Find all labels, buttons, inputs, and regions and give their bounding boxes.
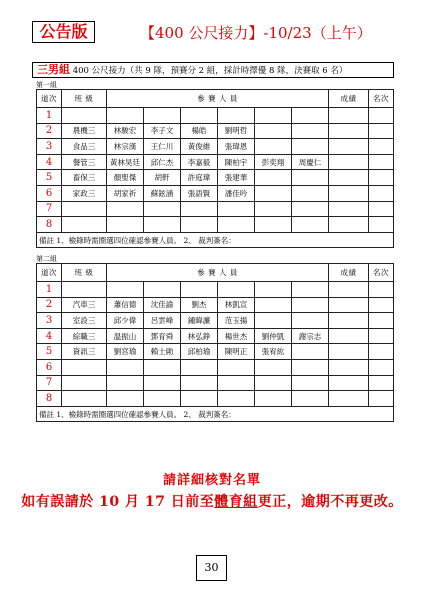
- rank-cell: [369, 375, 394, 391]
- athlete-name: 邱仁杰: [144, 154, 181, 170]
- correction-office: 體育組: [214, 494, 258, 510]
- rank-cell: [369, 297, 394, 313]
- athlete-name: 黃林昊廷: [107, 154, 144, 170]
- athlete-name: [107, 359, 144, 375]
- class-name: [62, 217, 107, 233]
- rank-cell: [369, 359, 394, 375]
- athlete-name: [255, 217, 292, 233]
- col-rank: 名次: [369, 264, 394, 282]
- athlete-name: 彭奕翔: [255, 154, 292, 170]
- announcement-badge: 公告版: [32, 21, 95, 43]
- event-details: 400 公尺接力（共 9 隊，預賽分 2 組，採計時擇優 8 隊，決賽取 6 名）: [72, 66, 348, 76]
- athlete-name: 楊世杰: [218, 328, 255, 344]
- athlete-name: 林駿宏: [107, 123, 144, 139]
- event-group: 三男組: [37, 63, 70, 76]
- athlete-name: 林弘錚: [181, 328, 218, 344]
- rank-cell: [369, 170, 394, 186]
- athlete-name: 林宗漢: [107, 139, 144, 155]
- athlete-name: [292, 391, 329, 407]
- lane-number: 2: [37, 123, 62, 139]
- lane-number: 3: [37, 139, 62, 155]
- class-name: 資訊三: [62, 344, 107, 360]
- athlete-name: 黃俊維: [181, 139, 218, 155]
- table-row: [37, 344, 394, 360]
- athlete-name: 賴士勛: [144, 344, 181, 360]
- athlete-name: 蕭信德: [107, 297, 144, 313]
- athlete-name: 李嘉毅: [181, 154, 218, 170]
- athlete-name: [144, 359, 181, 375]
- athlete-name: [292, 108, 329, 124]
- correction-prefix: 如有誤請於 10 月 17 日前至: [21, 494, 215, 510]
- class-name: [62, 201, 107, 217]
- athlete-name: 顏聖傑: [107, 170, 144, 186]
- athlete-name: [255, 139, 292, 155]
- lane-number: 8: [37, 217, 62, 233]
- rank-cell: [369, 139, 394, 155]
- correction-notice: [0, 491, 424, 511]
- rank-cell: [369, 313, 394, 329]
- result-cell: [329, 123, 369, 139]
- note-row: [37, 406, 394, 422]
- athlete-name: 王仁川: [144, 139, 181, 155]
- lane-number: 6: [37, 185, 62, 201]
- class-name: 畜保三: [62, 170, 107, 186]
- result-cell: [329, 170, 369, 186]
- result-cell: [329, 328, 369, 344]
- col-lane: 道次: [37, 264, 62, 282]
- class-name: 食品三: [62, 139, 107, 155]
- athlete-name: [107, 391, 144, 407]
- lane-number: 6: [37, 359, 62, 375]
- athlete-name: 張宥紘: [255, 344, 292, 360]
- athlete-name: [255, 391, 292, 407]
- athlete-name: [218, 375, 255, 391]
- result-cell: [329, 108, 369, 124]
- table-row: [37, 108, 394, 124]
- table-row: [37, 185, 394, 201]
- table-header-row: [37, 264, 394, 282]
- table-row: [37, 375, 394, 391]
- lane-number: 5: [37, 170, 62, 186]
- table-row: [37, 154, 394, 170]
- col-lane: 道次: [37, 90, 62, 108]
- athlete-name: 林凱宣: [218, 297, 255, 313]
- athlete-name: 范玉揚: [218, 313, 255, 329]
- athlete-name: [292, 123, 329, 139]
- athlete-name: [218, 201, 255, 217]
- class-name: 室設三: [62, 313, 107, 329]
- class-name: 綜職三: [62, 328, 107, 344]
- lane-number: 8: [37, 391, 62, 407]
- athlete-name: [255, 313, 292, 329]
- rank-cell: [369, 217, 394, 233]
- athlete-name: [181, 391, 218, 407]
- athlete-name: 劉宮瑜: [107, 344, 144, 360]
- athlete-name: 邱少偉: [107, 313, 144, 329]
- athlete-name: [292, 344, 329, 360]
- event-description: [32, 62, 394, 78]
- table-row: [37, 297, 394, 313]
- athlete-name: [107, 201, 144, 217]
- athlete-name: 陳柏宇: [218, 154, 255, 170]
- athlete-name: [292, 359, 329, 375]
- athlete-name: [144, 217, 181, 233]
- result-cell: [329, 297, 369, 313]
- athlete-name: [218, 217, 255, 233]
- table-row: [37, 201, 394, 217]
- lane-number: 7: [37, 375, 62, 391]
- rank-cell: [369, 328, 394, 344]
- athlete-name: [255, 297, 292, 313]
- athlete-name: [255, 282, 292, 298]
- athlete-name: 鍾暐濂: [181, 313, 218, 329]
- athlete-name: 胡軒: [144, 170, 181, 186]
- table-row: [37, 282, 394, 298]
- class-name: 家政三: [62, 185, 107, 201]
- athlete-name: 蘇鉉涵: [144, 185, 181, 201]
- result-cell: [329, 185, 369, 201]
- athlete-name: [144, 108, 181, 124]
- athlete-name: [107, 282, 144, 298]
- athlete-name: [181, 108, 218, 124]
- athlete-name: [218, 282, 255, 298]
- athlete-name: 張建華: [218, 170, 255, 186]
- correction-suffix: 更正，逾期不再更改。: [257, 494, 403, 510]
- heat-2-label: 第二組: [36, 255, 57, 263]
- athlete-name: [292, 185, 329, 201]
- athlete-name: [107, 217, 144, 233]
- athlete-name: [144, 391, 181, 407]
- lane-number: 3: [37, 313, 62, 329]
- lane-number: 5: [37, 344, 62, 360]
- athlete-name: 李子文: [144, 123, 181, 139]
- table-row: [37, 217, 394, 233]
- athlete-name: [181, 359, 218, 375]
- col-class: 班 級: [62, 90, 107, 108]
- lane-number: 1: [37, 282, 62, 298]
- athlete-name: 沈佳諭: [144, 297, 181, 313]
- rank-cell: [369, 154, 394, 170]
- rank-cell: [369, 185, 394, 201]
- col-result: 成績: [329, 264, 369, 282]
- athlete-name: 鄧育舜: [144, 328, 181, 344]
- athlete-name: 劉明哲: [218, 123, 255, 139]
- athlete-name: [292, 297, 329, 313]
- athlete-name: [292, 313, 329, 329]
- result-cell: [329, 359, 369, 375]
- table-row: [37, 170, 394, 186]
- result-cell: [329, 154, 369, 170]
- athlete-name: [107, 375, 144, 391]
- athlete-name: [292, 375, 329, 391]
- lane-number: 2: [37, 297, 62, 313]
- athlete-name: [107, 108, 144, 124]
- class-name: [62, 391, 107, 407]
- rank-cell: [369, 201, 394, 217]
- col-athletes: 參 賽 人 員: [107, 90, 329, 108]
- athlete-name: [181, 201, 218, 217]
- verify-notice: 請詳細核對名單: [162, 473, 261, 488]
- heat-1-label: 第一組: [36, 81, 57, 89]
- table-row: [37, 328, 394, 344]
- result-cell: [329, 217, 369, 233]
- athlete-name: [218, 108, 255, 124]
- athlete-name: 邱柏瑜: [181, 344, 218, 360]
- athlete-name: [292, 201, 329, 217]
- class-name: [62, 282, 107, 298]
- lane-number: 7: [37, 201, 62, 217]
- result-cell: [329, 313, 369, 329]
- class-name: 餐管三: [62, 154, 107, 170]
- athlete-name: 張語賢: [181, 185, 218, 201]
- athlete-name: 胡家祈: [107, 185, 144, 201]
- heat-note: 備註 1、檢錄時需圈選四位確認參賽人員。 2、 裁判簽名：: [37, 232, 394, 248]
- athlete-name: [218, 359, 255, 375]
- class-name: [62, 108, 107, 124]
- result-cell: [329, 282, 369, 298]
- col-athletes: 參 賽 人 員: [107, 264, 329, 282]
- lane-number: 4: [37, 328, 62, 344]
- page-number: 30: [196, 555, 227, 581]
- athlete-name: [255, 108, 292, 124]
- rank-cell: [369, 108, 394, 124]
- athlete-name: 張瑋恩: [218, 139, 255, 155]
- result-cell: [329, 391, 369, 407]
- heat-2-table: [36, 263, 394, 422]
- athlete-name: [181, 282, 218, 298]
- result-cell: [329, 201, 369, 217]
- athlete-name: [218, 391, 255, 407]
- table-row: [37, 139, 394, 155]
- page-title: 【400 公尺接力】-10/23（上午）: [140, 24, 372, 42]
- rank-cell: [369, 344, 394, 360]
- table-row: [37, 359, 394, 375]
- col-rank: 名次: [369, 90, 394, 108]
- athlete-name: [255, 170, 292, 186]
- col-class: 班 級: [62, 264, 107, 282]
- rank-cell: [369, 123, 394, 139]
- athlete-name: 陳明正: [218, 344, 255, 360]
- athlete-name: [144, 201, 181, 217]
- athlete-name: 潘佳吟: [218, 185, 255, 201]
- athlete-name: 周慶仁: [292, 154, 329, 170]
- lane-number: 4: [37, 154, 62, 170]
- athlete-name: 劉仲凱: [255, 328, 292, 344]
- result-cell: [329, 344, 369, 360]
- lane-number: 1: [37, 108, 62, 124]
- athlete-name: [292, 170, 329, 186]
- col-result: 成績: [329, 90, 369, 108]
- athlete-name: [144, 375, 181, 391]
- result-cell: [329, 139, 369, 155]
- athlete-name: [255, 123, 292, 139]
- rank-cell: [369, 391, 394, 407]
- athlete-name: 呂雲峰: [144, 313, 181, 329]
- athlete-name: [144, 282, 181, 298]
- table-row: [37, 123, 394, 139]
- class-name: [62, 359, 107, 375]
- athlete-name: [181, 375, 218, 391]
- result-cell: [329, 375, 369, 391]
- heat-1-table: [36, 89, 394, 248]
- athlete-name: [255, 201, 292, 217]
- athlete-name: [255, 375, 292, 391]
- athlete-name: 楊皓: [181, 123, 218, 139]
- athlete-name: 劉杰: [181, 297, 218, 313]
- note-row: [37, 232, 394, 248]
- athlete-name: [292, 282, 329, 298]
- athlete-name: [255, 359, 292, 375]
- table-header-row: [37, 90, 394, 108]
- athlete-name: [181, 217, 218, 233]
- heat-note: 備註 1、檢錄時需圈選四位確認參賽人員。 2、 裁判簽名：: [37, 406, 394, 422]
- athlete-name: [292, 139, 329, 155]
- athlete-name: 許庭瑋: [181, 170, 218, 186]
- athlete-name: [255, 185, 292, 201]
- athlete-name: [292, 217, 329, 233]
- table-row: [37, 391, 394, 407]
- rank-cell: [369, 282, 394, 298]
- class-name: [62, 375, 107, 391]
- table-row: [37, 313, 394, 329]
- class-name: 汽車三: [62, 297, 107, 313]
- athlete-name: 謝宗志: [292, 328, 329, 344]
- class-name: 農機三: [62, 123, 107, 139]
- athlete-name: 温振山: [107, 328, 144, 344]
